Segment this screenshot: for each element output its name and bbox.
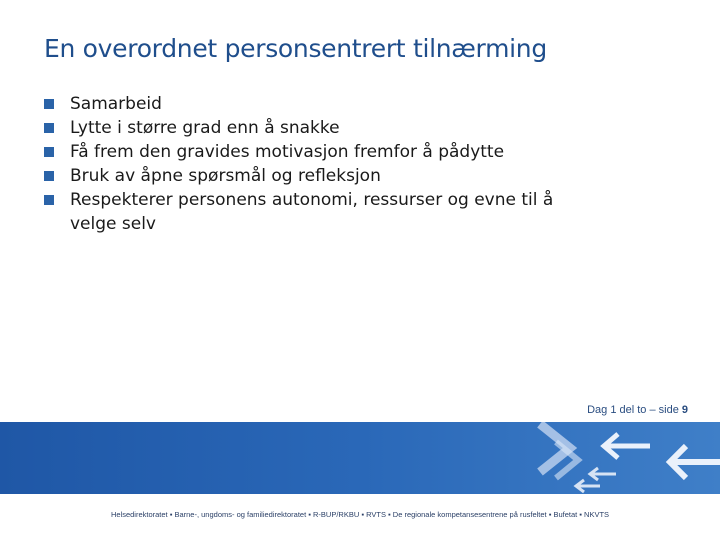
list-item <box>44 140 584 164</box>
list-item <box>44 116 584 140</box>
arrow-graphic-icon <box>520 422 720 494</box>
bullet-square-icon <box>44 99 54 109</box>
list-item <box>44 188 584 236</box>
bullet-list <box>44 92 584 236</box>
bullet-text: Få frem den gravides motivasjon fremfor å pådytte <box>70 142 505 162</box>
list-item <box>44 92 584 116</box>
slide-title: En overordnet personsentrert tilnærming <box>44 34 547 63</box>
bullet-square-icon <box>44 195 54 205</box>
bullet-text: Respekterer personens autonomi, ressurser og evne til å velge selv <box>70 190 554 234</box>
bullet-square-icon <box>44 171 54 181</box>
bullet-square-icon <box>44 123 54 133</box>
bullet-text: Bruk av åpne spørsmål og refleksjon <box>70 166 381 186</box>
footer-band <box>0 422 720 494</box>
page-number: 9 <box>681 404 688 416</box>
bullet-text: Lytte i større grad enn å snakke <box>70 118 340 138</box>
page-reference <box>587 404 688 416</box>
footer-text: Helsedirektoratet ▪ Barne-, ungdoms- og familiedirektoratet ▪ R-BUP/RKBU ▪ RVTS ▪ De regionale kompetansesentrene på rusfeltet ▪ Bufetat ▪ NKVTS <box>110 510 610 519</box>
page-ref-prefix: Dag 1 del to – side <box>587 404 682 416</box>
bullet-text: Samarbeid <box>70 94 162 114</box>
list-item <box>44 164 584 188</box>
bullet-square-icon <box>44 147 54 157</box>
